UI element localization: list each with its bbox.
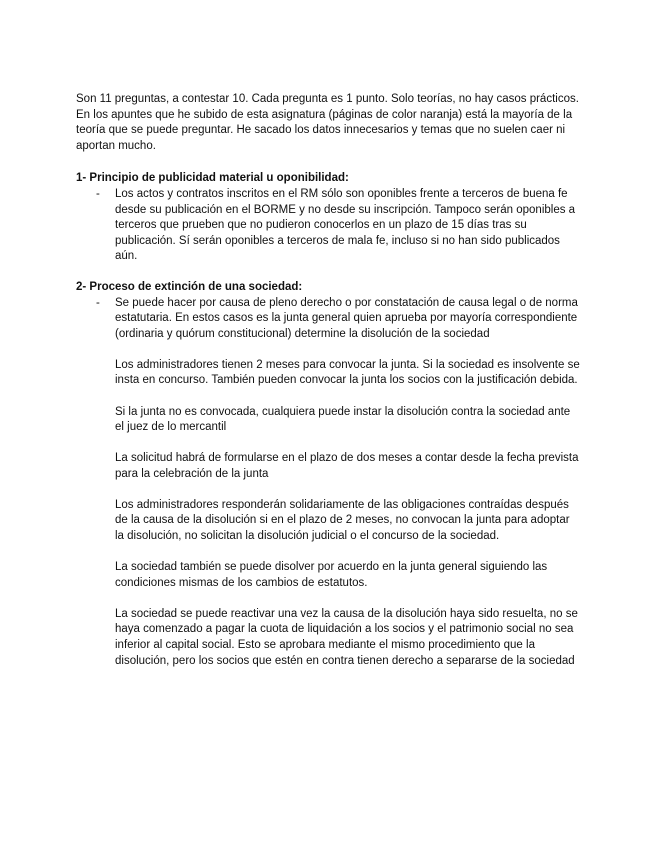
bullet-item	[76, 296, 581, 670]
section-extincion	[76, 280, 581, 669]
bullet-paragraph: Si la junta no es convocada, cualquiera puede instar la disolución contra la sociedad ante el juez de lo mercantil	[115, 405, 571, 434]
bullet-paragraph: Se puede hacer por causa de pleno derecho o por constatación de causa legal o de norma estatutaria. En estos casos es la junta general quien aprueba por mayoría correspondiente (ordinaria y quórum constitucional) determine la disolución de la sociedad	[115, 296, 578, 340]
bullet-paragraph: La sociedad también se puede disolver por acuerdo en la junta general siguiendo las condiciones mismas de los cambios de estatutos.	[115, 561, 548, 589]
section-publicidad	[76, 171, 581, 265]
bullet-paragraph: La sociedad se puede reactivar una vez la causa de la disolución haya sido resuelta, no se haya comenzado a pagar la cuota de liquidación a los socios y el patrimonio social no sea inferior al capital social. Esto se aprobara mediante el mismo procedimiento que la disolución, pero los socios que estén en contra tienen derecho a separarse de la sociedad	[115, 607, 578, 667]
bullet-paragraph: Los administradores tienen 2 meses para convocar la junta. Si la sociedad es insolvente se insta en concurso. También pueden convocar la junta los socios con la justificación debida.	[115, 358, 580, 387]
bullet-paragraph: Los administradores responderán solidariamente de las obligaciones contraídas después de la causa de la disolución si en el plazo de 2 meses, no convocan la junta para adoptar la disolución, no solicitan la disolución judicial o el concurso de la sociedad.	[115, 498, 570, 543]
document-page	[76, 92, 581, 684]
bullet-marker: -	[96, 296, 100, 309]
section-heading: 1- Principio de publicidad material u oponibilidad:	[76, 172, 349, 185]
section-heading: 2- Proceso de extinción de una sociedad:	[76, 280, 303, 293]
bullet-item	[76, 187, 581, 265]
bullet-paragraph: La solicitud habrá de formularse en el plazo de dos meses a contar desde la fecha prevista para la celebración de la junta	[115, 452, 579, 480]
intro-paragraph: Son 11 preguntas, a contestar 10. Cada pregunta es 1 punto. Solo teorías, no hay casos prácticos. En los apuntes que he subido de esta asignatura (páginas de color naranja) está la mayoría de la teoría que se puede preguntar. He sacado los datos innecesarios y temas que no suelen caer ni aportan mucho.	[76, 93, 579, 152]
bullet-paragraph: Los actos y contratos inscritos en el RM sólo son oponibles frente a terceros de buena fe desde su publicación en el BORME y no desde su inscripción. Tampoco serán oponibles a terceros que prueben que no pudieron conocerlos en un plazo de 15 días tras su publicación. Sí serán oponibles a terceros de mala fe, incluso si no han sido publicados aún.	[115, 187, 576, 263]
bullet-marker: -	[96, 187, 100, 200]
